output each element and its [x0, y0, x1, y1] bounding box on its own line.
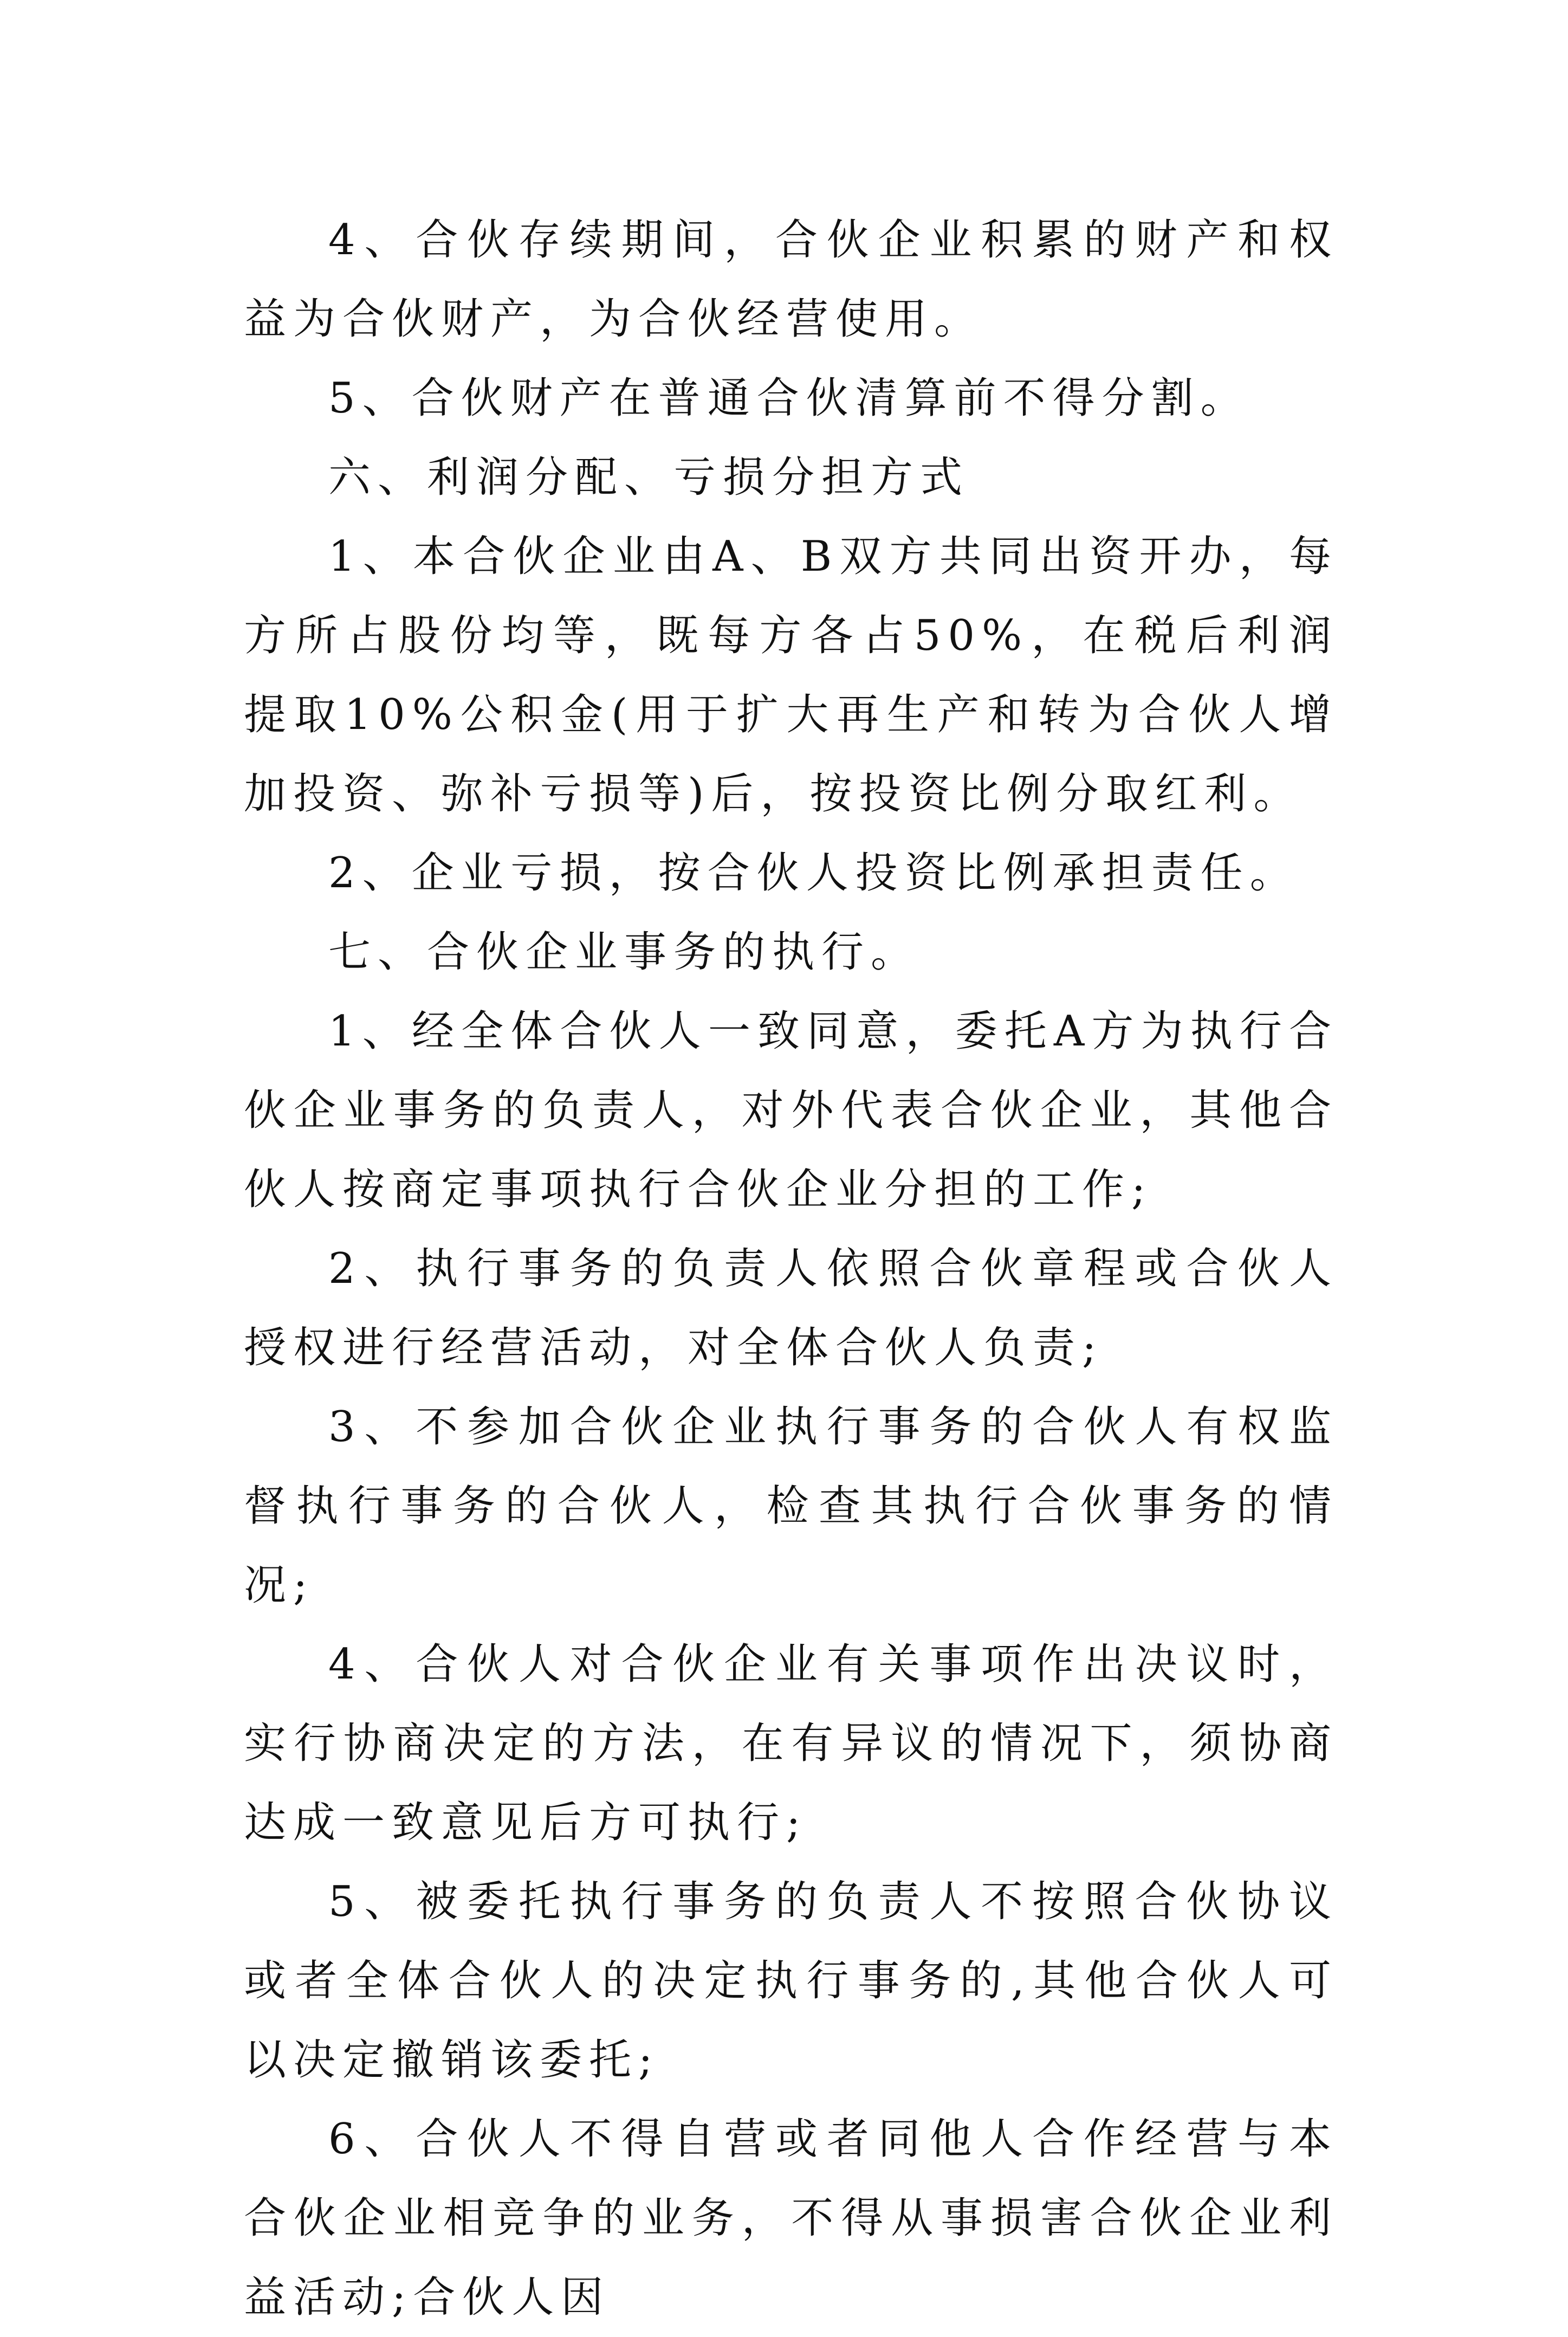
paragraph-resolution-method: 4、合伙人对合伙企业有关事项作出决议时，实行协商决定的方法，在有异议的情况下，须协商达成一致意见后方可执行;: [244, 1640, 1338, 1847]
section-heading-affairs-execution: 七、合伙企业事务的执行。: [328, 928, 921, 977]
document-body: [244, 201, 1338, 2337]
section-heading-profit-distribution: 六、利润分配、亏损分担方式: [328, 453, 970, 502]
paragraph-revoke-mandate: 5、被委托执行事务的负责人不按照合伙协议或者全体合伙人的决定执行事务的,其他合伙人可以决定撤销该委托;: [244, 1877, 1338, 2084]
paragraph-executive-duty: 2、执行事务的负责人依照合伙章程或合伙人授权进行经营活动，对全体合伙人负责;: [244, 1244, 1338, 1372]
paragraph-profit-share: 1、本合伙企业由A、B双方共同出资开办，每方所占股份均等，既每方各占50%，在税后利润提取10%公积金(用于扩大再生产和转为合伙人增加投资、弥补亏损等)后，按投资比例分取红利。: [244, 532, 1338, 818]
paragraph-loss-share: 2、企业亏损，按合伙人投资比例承担责任。: [328, 849, 1299, 898]
paragraph-non-competition: 6、合伙人不得自营或者同他人合作经营与本合伙企业相竞争的业务，不得从事损害合伙企业利益活动;合伙人因: [244, 2115, 1338, 2322]
paragraph-property-no-division: 5、合伙财产在普通合伙清算前不得分割。: [328, 374, 1250, 423]
paragraph-executive-partner: 1、经全体合伙人一致同意，委托A方为执行合伙企业事务的负责人，对外代表合伙企业，其他合伙人按商定事项执行合伙企业分担的工作;: [244, 1007, 1338, 1214]
paragraph-supervision-right: 3、不参加合伙企业执行事务的合伙人有权监督执行事务的合伙人，检查其执行合伙事务的情况;: [244, 1403, 1338, 1610]
paragraph-property-accumulation: 4、合伙存续期间，合伙企业积累的财产和权益为合伙财产，为合伙经营使用。: [244, 216, 1338, 344]
